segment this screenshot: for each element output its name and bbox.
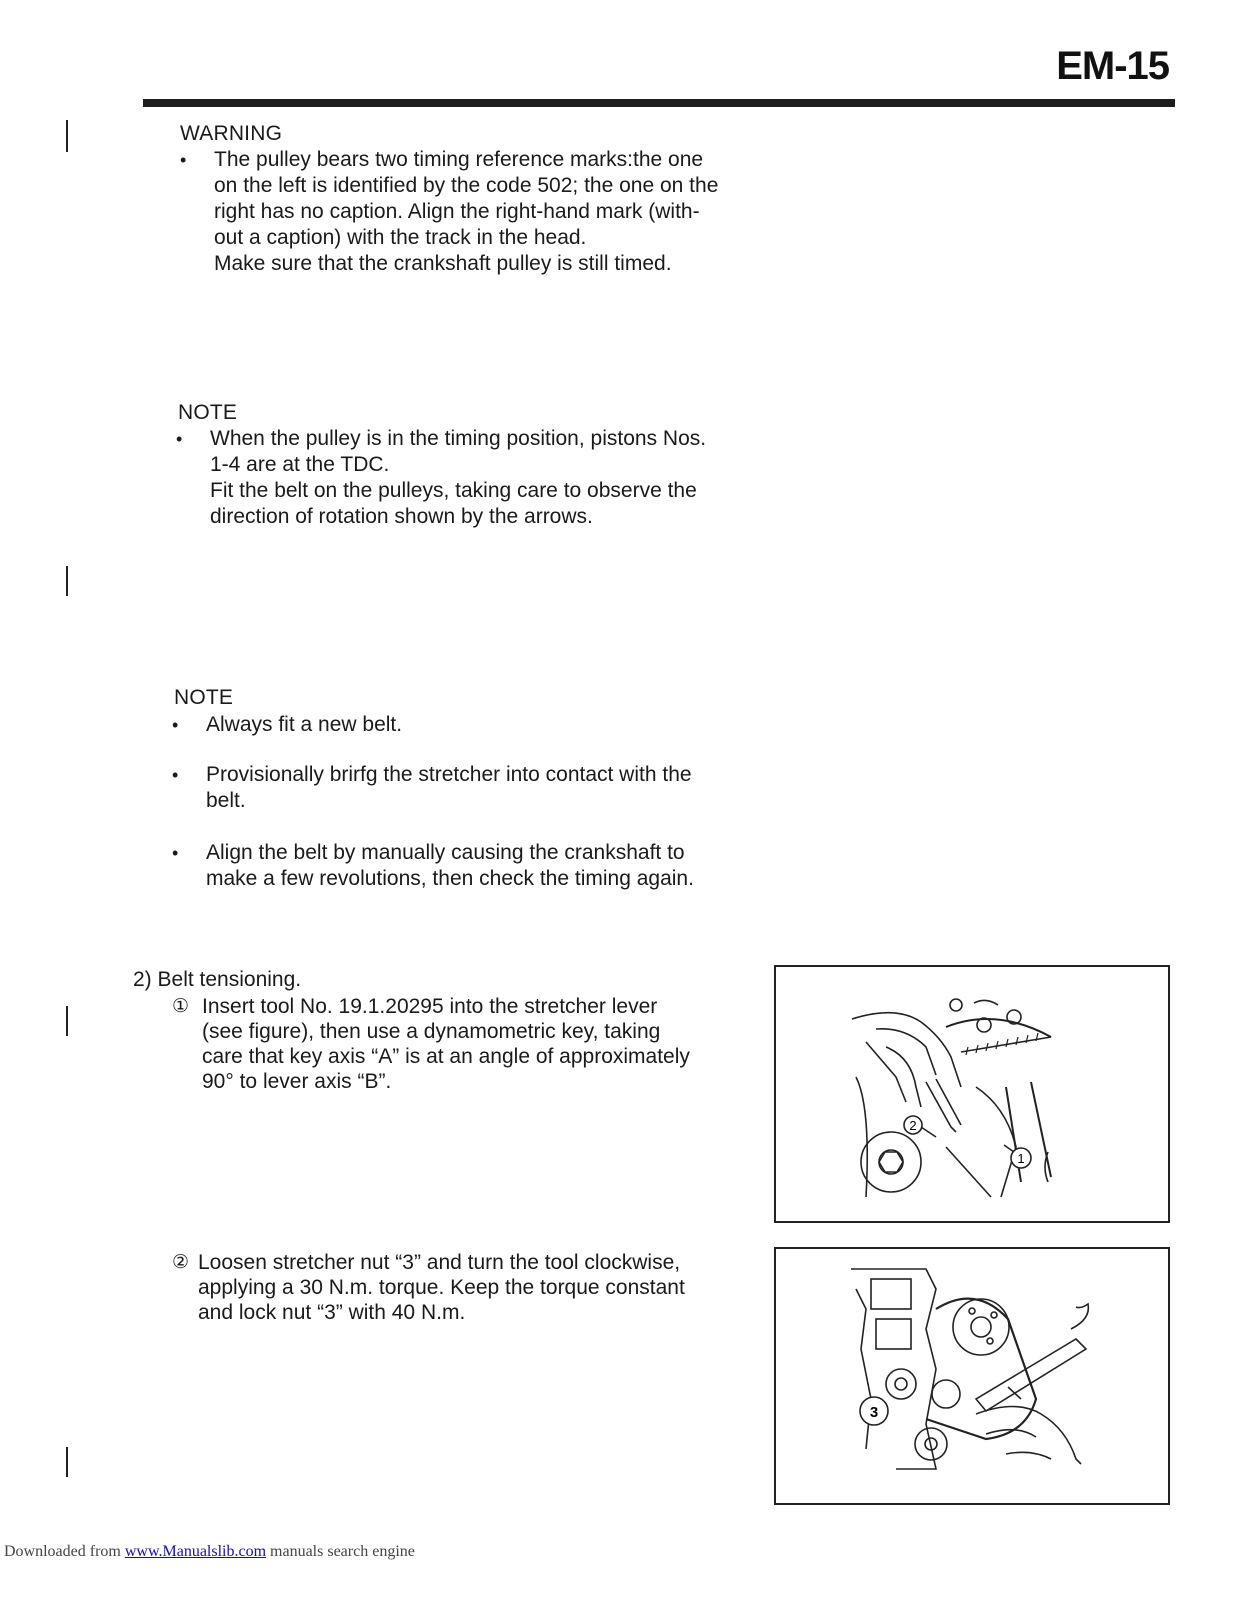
figure-illustration — [776, 967, 1168, 1221]
note2-bullet: • Always fit a new belt. — [172, 713, 403, 736]
svg-text:1: 1 — [1017, 1151, 1025, 1166]
svg-text:2: 2 — [909, 1118, 917, 1133]
change-bar — [66, 1447, 68, 1477]
note1-title: NOTE — [178, 401, 238, 424]
callout-3 — [860, 1397, 888, 1425]
warning-text: The pulley bears two timing reference marks:the one on the left is identified by the code 502; the one on the right has no caption. Align the right-hand mark (with- out a caption) with the track in the head. Make sure that the crankshaft pulley is still timed. — [214, 148, 719, 275]
bullet-dot: • — [180, 150, 187, 170]
manualslib-link[interactable]: www.Manualslib.com — [124, 1543, 267, 1560]
footer — [4, 1543, 415, 1561]
step-item-2: ② Loosen stretcher nut “3” and turn the tool clockwise, applying a 30 N.m. torque. Keep the torque constant and lock nut “3” with 40 N.m. — [172, 1251, 685, 1324]
bullet-dot: • — [172, 843, 179, 863]
circled-number: ② — [172, 1252, 190, 1273]
figure-illustration — [776, 1249, 1168, 1503]
callout-2 — [904, 1116, 922, 1134]
header-rule — [143, 99, 1175, 107]
note1-bullet — [176, 426, 736, 530]
warning-title: WARNING — [180, 122, 283, 145]
callout-1 — [1011, 1148, 1031, 1168]
footer-suffix: manuals search engine — [266, 1543, 415, 1560]
circled-number: ① — [172, 996, 190, 1017]
footer-prefix: Downloaded from — [4, 1543, 125, 1560]
note2-bullet: • Align the belt by manually causing the crankshaft to make a few revolutions, then check the timing again. — [172, 841, 694, 890]
note2-title: NOTE — [174, 686, 234, 709]
figure-stretcher-nut — [774, 1247, 1170, 1505]
bullet-dot: • — [172, 765, 179, 785]
change-bar — [66, 1006, 68, 1036]
change-bar — [66, 566, 68, 596]
warning-bullet — [180, 147, 740, 277]
step-item-1: ① Insert tool No. 19.1.20295 into the stretcher lever (see figure), then use a dynamometric key, taking care that key axis “A” is at an angle of approximately 90° to lever axis “B”. — [172, 995, 690, 1093]
figure-stretcher-tool — [774, 965, 1170, 1223]
svg-text:3: 3 — [869, 1404, 879, 1421]
bullet-dot: • — [176, 429, 183, 449]
step-heading: 2) Belt tensioning. — [133, 968, 302, 991]
bullet-dot: • — [172, 715, 179, 735]
change-bar — [66, 120, 68, 152]
note2-bullet: • Provisionally brirfg the stretcher into contact with the belt. — [172, 763, 692, 812]
note1-text: When the pulley is in the timing position, pistons Nos. 1-4 are at the TDC. Fit the belt on the pulleys, taking care to observe the direction of rotation shown by the arrows. — [210, 427, 707, 528]
page-number: EM-15 — [1056, 44, 1169, 88]
